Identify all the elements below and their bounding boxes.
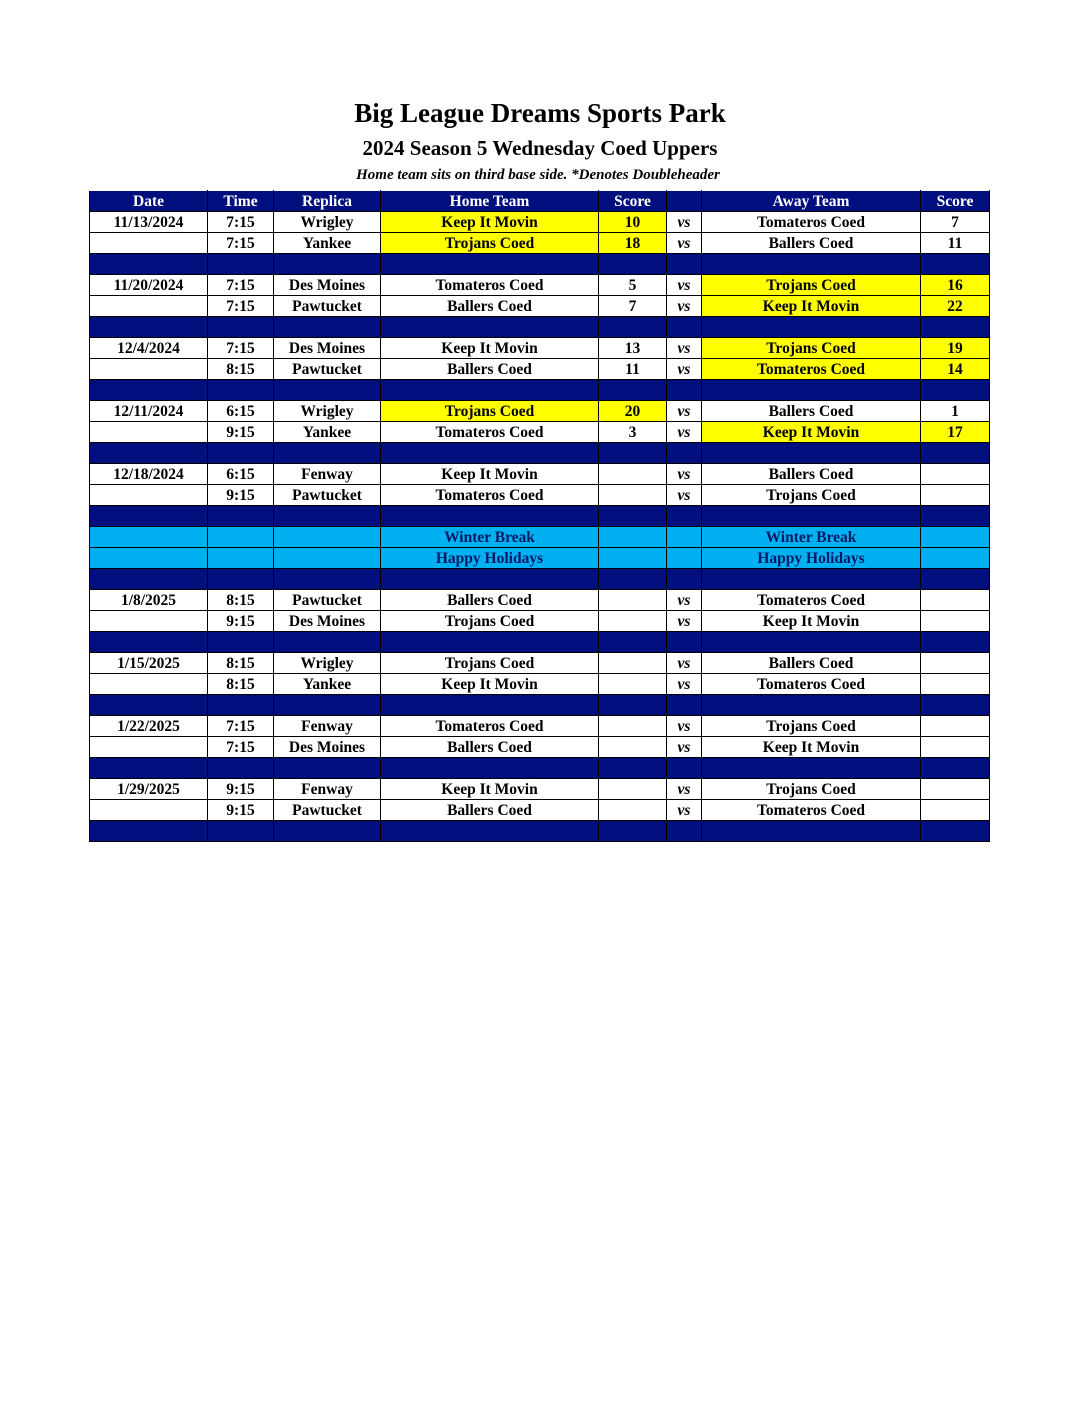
home-score: 10 — [599, 212, 667, 233]
separator-cell — [921, 317, 990, 338]
separator-cell — [599, 632, 667, 653]
home-team: Tomateros Coed — [381, 422, 599, 443]
separator-cell — [90, 695, 208, 716]
vs-label: vs — [667, 338, 702, 359]
game-date: 1/29/2025 — [90, 779, 208, 800]
vs-label: vs — [667, 422, 702, 443]
separator-cell — [381, 758, 599, 779]
break-row — [90, 548, 990, 569]
separator-cell — [921, 254, 990, 275]
game-replica: Pawtucket — [274, 485, 381, 506]
away-score — [921, 779, 990, 800]
away-team: Keep It Movin — [702, 611, 921, 632]
home-team: Keep It Movin — [381, 212, 599, 233]
game-date — [90, 296, 208, 317]
separator-cell — [921, 443, 990, 464]
column-header-home-score: Score — [599, 191, 667, 212]
vs-label: vs — [667, 464, 702, 485]
home-team: Trojans Coed — [381, 233, 599, 254]
game-row — [90, 779, 990, 800]
away-team: Trojans Coed — [702, 779, 921, 800]
separator-cell — [921, 821, 990, 842]
game-row — [90, 296, 990, 317]
separator-cell — [599, 443, 667, 464]
game-time: 8:15 — [208, 359, 274, 380]
home-team: Trojans Coed — [381, 401, 599, 422]
vs-label: vs — [667, 800, 702, 821]
home-score: 3 — [599, 422, 667, 443]
away-score: 17 — [921, 422, 990, 443]
away-score: 1 — [921, 401, 990, 422]
break-cell — [921, 527, 990, 548]
vs-label: vs — [667, 779, 702, 800]
schedule-table — [89, 190, 990, 842]
vs-label: vs — [667, 233, 702, 254]
home-team: Ballers Coed — [381, 737, 599, 758]
game-row — [90, 800, 990, 821]
vs-label: vs — [667, 275, 702, 296]
separator-cell — [274, 380, 381, 401]
home-team: Keep It Movin — [381, 779, 599, 800]
away-team: Ballers Coed — [702, 464, 921, 485]
home-score — [599, 716, 667, 737]
separator-row — [90, 254, 990, 275]
break-cell — [274, 527, 381, 548]
game-time: 7:15 — [208, 737, 274, 758]
game-replica: Yankee — [274, 233, 381, 254]
away-score: 19 — [921, 338, 990, 359]
game-time: 6:15 — [208, 464, 274, 485]
separator-cell — [667, 695, 702, 716]
separator-cell — [667, 254, 702, 275]
break-home-label: Happy Holidays — [381, 548, 599, 569]
break-cell — [667, 548, 702, 569]
break-cell — [90, 548, 208, 569]
separator-cell — [921, 506, 990, 527]
separator-cell — [90, 758, 208, 779]
away-team: Trojans Coed — [702, 338, 921, 359]
game-time: 9:15 — [208, 485, 274, 506]
separator-cell — [599, 317, 667, 338]
game-row — [90, 653, 990, 674]
separator-cell — [208, 443, 274, 464]
game-date — [90, 359, 208, 380]
separator-cell — [702, 632, 921, 653]
separator-row — [90, 758, 990, 779]
separator-cell — [599, 254, 667, 275]
away-score — [921, 653, 990, 674]
away-score: 7 — [921, 212, 990, 233]
home-team: Tomateros Coed — [381, 716, 599, 737]
vs-label: vs — [667, 296, 702, 317]
game-row — [90, 611, 990, 632]
away-team: Ballers Coed — [702, 233, 921, 254]
game-time: 7:15 — [208, 338, 274, 359]
away-score — [921, 485, 990, 506]
home-team: Keep It Movin — [381, 464, 599, 485]
separator-cell — [274, 443, 381, 464]
game-time: 7:15 — [208, 212, 274, 233]
game-row — [90, 401, 990, 422]
game-date: 11/13/2024 — [90, 212, 208, 233]
vs-label: vs — [667, 611, 702, 632]
home-team: Ballers Coed — [381, 359, 599, 380]
page-title: Big League Dreams Sports Park — [354, 98, 726, 128]
game-replica: Wrigley — [274, 653, 381, 674]
separator-cell — [208, 569, 274, 590]
separator-row — [90, 821, 990, 842]
vs-label: vs — [667, 716, 702, 737]
column-header-home-team: Home Team — [381, 191, 599, 212]
column-header-date: Date — [90, 191, 208, 212]
game-time: 6:15 — [208, 401, 274, 422]
separator-cell — [381, 695, 599, 716]
game-replica: Des Moines — [274, 275, 381, 296]
vs-label: vs — [667, 212, 702, 233]
separator-cell — [208, 695, 274, 716]
separator-cell — [381, 254, 599, 275]
separator-cell — [208, 821, 274, 842]
separator-cell — [667, 821, 702, 842]
column-header-replica: Replica — [274, 191, 381, 212]
game-date — [90, 800, 208, 821]
separator-cell — [381, 317, 599, 338]
home-team: Trojans Coed — [381, 611, 599, 632]
home-score — [599, 779, 667, 800]
game-time: 7:15 — [208, 233, 274, 254]
vs-label: vs — [667, 653, 702, 674]
separator-cell — [667, 569, 702, 590]
separator-cell — [274, 758, 381, 779]
separator-cell — [381, 821, 599, 842]
separator-cell — [702, 254, 921, 275]
separator-row — [90, 443, 990, 464]
separator-cell — [702, 569, 921, 590]
game-replica: Pawtucket — [274, 296, 381, 317]
away-team: Tomateros Coed — [702, 590, 921, 611]
break-cell — [90, 527, 208, 548]
separator-cell — [381, 632, 599, 653]
column-header-away-team: Away Team — [702, 191, 921, 212]
home-score — [599, 611, 667, 632]
separator-cell — [599, 506, 667, 527]
separator-cell — [208, 317, 274, 338]
game-row — [90, 590, 990, 611]
game-replica: Yankee — [274, 422, 381, 443]
separator-cell — [702, 380, 921, 401]
game-date: 12/4/2024 — [90, 338, 208, 359]
away-team: Tomateros Coed — [702, 674, 921, 695]
column-header-vs — [667, 191, 702, 212]
separator-cell — [208, 254, 274, 275]
away-score — [921, 737, 990, 758]
separator-cell — [381, 569, 599, 590]
game-date — [90, 674, 208, 695]
separator-cell — [667, 506, 702, 527]
separator-cell — [667, 758, 702, 779]
home-score: 18 — [599, 233, 667, 254]
separator-cell — [667, 380, 702, 401]
separator-cell — [274, 254, 381, 275]
home-score — [599, 674, 667, 695]
game-date — [90, 422, 208, 443]
away-score: 16 — [921, 275, 990, 296]
game-time: 9:15 — [208, 800, 274, 821]
break-cell — [208, 548, 274, 569]
away-team: Tomateros Coed — [702, 800, 921, 821]
vs-label: vs — [667, 485, 702, 506]
game-row — [90, 485, 990, 506]
game-replica: Des Moines — [274, 338, 381, 359]
game-row — [90, 737, 990, 758]
separator-cell — [599, 569, 667, 590]
home-score — [599, 653, 667, 674]
game-replica: Des Moines — [274, 737, 381, 758]
game-replica: Pawtucket — [274, 590, 381, 611]
game-replica: Pawtucket — [274, 359, 381, 380]
home-team: Tomateros Coed — [381, 275, 599, 296]
away-team: Keep It Movin — [702, 737, 921, 758]
vs-label: vs — [667, 359, 702, 380]
separator-cell — [208, 632, 274, 653]
separator-cell — [921, 758, 990, 779]
game-row — [90, 338, 990, 359]
game-date — [90, 233, 208, 254]
separator-cell — [208, 380, 274, 401]
separator-cell — [274, 569, 381, 590]
schedule-note: Home team sits on third base side. *Denotes Doubleheader — [356, 167, 720, 183]
separator-row — [90, 569, 990, 590]
column-header-time: Time — [208, 191, 274, 212]
separator-cell — [599, 695, 667, 716]
game-date — [90, 611, 208, 632]
game-date: 1/15/2025 — [90, 653, 208, 674]
break-cell — [599, 548, 667, 569]
away-team: Keep It Movin — [702, 422, 921, 443]
break-cell — [274, 548, 381, 569]
home-team: Keep It Movin — [381, 338, 599, 359]
separator-row — [90, 695, 990, 716]
game-time: 7:15 — [208, 716, 274, 737]
separator-cell — [702, 758, 921, 779]
separator-cell — [90, 254, 208, 275]
separator-cell — [274, 317, 381, 338]
break-away-label: Winter Break — [702, 527, 921, 548]
game-time: 8:15 — [208, 674, 274, 695]
vs-label: vs — [667, 674, 702, 695]
away-score: 22 — [921, 296, 990, 317]
game-time: 9:15 — [208, 611, 274, 632]
home-team: Ballers Coed — [381, 296, 599, 317]
away-score — [921, 464, 990, 485]
break-cell — [921, 548, 990, 569]
separator-row — [90, 317, 990, 338]
separator-cell — [921, 569, 990, 590]
game-replica: Fenway — [274, 716, 381, 737]
separator-cell — [274, 632, 381, 653]
game-date: 1/22/2025 — [90, 716, 208, 737]
separator-cell — [702, 443, 921, 464]
away-score: 14 — [921, 359, 990, 380]
home-team: Ballers Coed — [381, 590, 599, 611]
vs-label: vs — [667, 401, 702, 422]
game-replica: Wrigley — [274, 401, 381, 422]
home-score: 11 — [599, 359, 667, 380]
game-replica: Wrigley — [274, 212, 381, 233]
game-replica: Yankee — [274, 674, 381, 695]
game-date — [90, 485, 208, 506]
game-row — [90, 233, 990, 254]
game-replica: Pawtucket — [274, 800, 381, 821]
separator-cell — [702, 317, 921, 338]
home-team: Keep It Movin — [381, 674, 599, 695]
away-score: 11 — [921, 233, 990, 254]
home-team: Ballers Coed — [381, 800, 599, 821]
away-team: Tomateros Coed — [702, 359, 921, 380]
game-replica: Fenway — [274, 464, 381, 485]
separator-row — [90, 632, 990, 653]
away-team: Trojans Coed — [702, 485, 921, 506]
game-time: 9:15 — [208, 779, 274, 800]
game-date: 12/11/2024 — [90, 401, 208, 422]
game-date: 1/8/2025 — [90, 590, 208, 611]
separator-cell — [921, 380, 990, 401]
vs-label: vs — [667, 737, 702, 758]
game-replica: Fenway — [274, 779, 381, 800]
game-time: 7:15 — [208, 296, 274, 317]
vs-label: vs — [667, 590, 702, 611]
break-home-label: Winter Break — [381, 527, 599, 548]
separator-cell — [274, 695, 381, 716]
separator-cell — [599, 758, 667, 779]
page-subtitle: 2024 Season 5 Wednesday Coed Uppers — [362, 136, 718, 160]
separator-cell — [702, 695, 921, 716]
separator-cell — [381, 380, 599, 401]
home-score: 13 — [599, 338, 667, 359]
header-row — [90, 191, 990, 212]
separator-row — [90, 506, 990, 527]
away-score — [921, 674, 990, 695]
game-date — [90, 737, 208, 758]
separator-cell — [702, 506, 921, 527]
break-row — [90, 527, 990, 548]
separator-row — [90, 380, 990, 401]
separator-cell — [274, 821, 381, 842]
home-score — [599, 590, 667, 611]
game-time: 7:15 — [208, 275, 274, 296]
separator-cell — [599, 821, 667, 842]
home-team: Tomateros Coed — [381, 485, 599, 506]
separator-cell — [667, 443, 702, 464]
away-team: Trojans Coed — [702, 275, 921, 296]
game-row — [90, 359, 990, 380]
home-score: 5 — [599, 275, 667, 296]
home-score — [599, 485, 667, 506]
separator-cell — [90, 443, 208, 464]
separator-cell — [90, 632, 208, 653]
game-row — [90, 464, 990, 485]
separator-cell — [381, 506, 599, 527]
separator-cell — [90, 380, 208, 401]
separator-cell — [90, 569, 208, 590]
game-row — [90, 275, 990, 296]
home-score: 7 — [599, 296, 667, 317]
home-score — [599, 464, 667, 485]
separator-cell — [381, 443, 599, 464]
separator-cell — [208, 758, 274, 779]
break-cell — [208, 527, 274, 548]
home-score — [599, 737, 667, 758]
home-team: Trojans Coed — [381, 653, 599, 674]
game-time: 8:15 — [208, 653, 274, 674]
separator-cell — [921, 695, 990, 716]
separator-cell — [667, 632, 702, 653]
separator-cell — [90, 821, 208, 842]
home-score: 20 — [599, 401, 667, 422]
away-team: Ballers Coed — [702, 653, 921, 674]
away-score — [921, 590, 990, 611]
separator-cell — [274, 506, 381, 527]
separator-cell — [90, 506, 208, 527]
away-score — [921, 611, 990, 632]
column-header-away-score: Score — [921, 191, 990, 212]
home-score — [599, 800, 667, 821]
separator-cell — [921, 632, 990, 653]
separator-cell — [208, 506, 274, 527]
game-time: 8:15 — [208, 590, 274, 611]
game-replica: Des Moines — [274, 611, 381, 632]
break-cell — [667, 527, 702, 548]
away-team: Ballers Coed — [702, 401, 921, 422]
away-score — [921, 800, 990, 821]
separator-cell — [599, 380, 667, 401]
away-team: Keep It Movin — [702, 296, 921, 317]
game-date: 11/20/2024 — [90, 275, 208, 296]
game-row — [90, 422, 990, 443]
away-team: Trojans Coed — [702, 716, 921, 737]
break-away-label: Happy Holidays — [702, 548, 921, 569]
break-cell — [599, 527, 667, 548]
separator-cell — [90, 317, 208, 338]
game-date: 12/18/2024 — [90, 464, 208, 485]
separator-cell — [702, 821, 921, 842]
away-team: Tomateros Coed — [702, 212, 921, 233]
game-time: 9:15 — [208, 422, 274, 443]
separator-cell — [667, 317, 702, 338]
away-score — [921, 716, 990, 737]
game-row — [90, 716, 990, 737]
game-row — [90, 674, 990, 695]
game-row — [90, 212, 990, 233]
